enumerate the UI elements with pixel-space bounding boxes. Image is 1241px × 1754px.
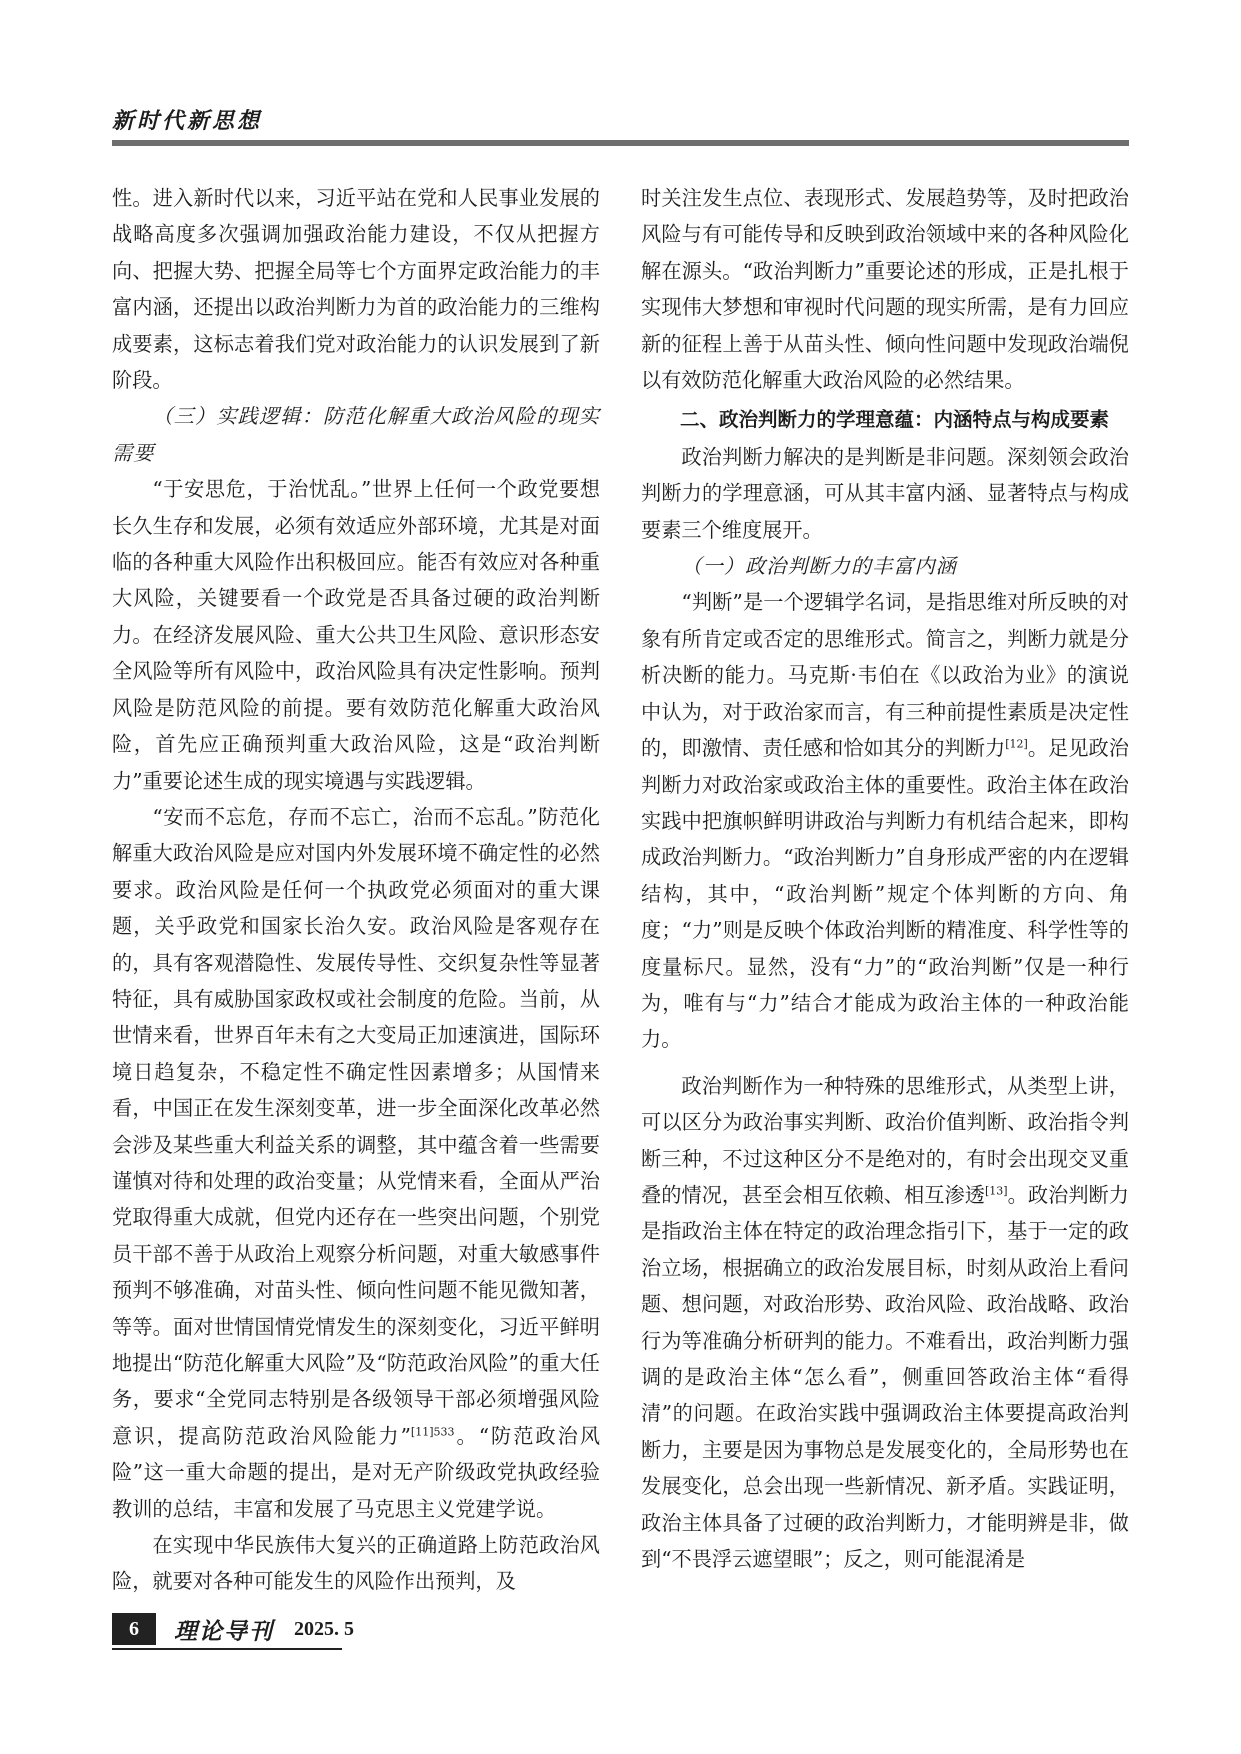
issue-number: 2025. 5	[294, 1617, 354, 1640]
right-paragraph-3-text: “判断”是一个逻辑学名词，是指思维对所反映的对象有所肯定或否定的思维形式。简言之，判断力就是分析决断的能力。马克斯·韦伯在《以政治为业》的演说中认为，对于政治家而言，有三种前提性素质是决定性的，即激情、责任感和恰如其分的判断力	[641, 590, 1129, 761]
page-footer	[112, 1612, 354, 1646]
left-paragraph-3-text: “安而不忘危，存而不忘亡，治而不忘乱。”防范化解重大政治风险是应对国内外发展环境不确定性的必然要求。政治风险是任何一个执政党必须面对的重大课题，关乎政党和国家长治久安。政治风险是客观存在的，具有客观潜隐性、发展传导性、交织复杂性等显著特征，具有威胁国家政权或社会制度的危险。当前，从世情来看，世界百年未有之大变局正加速演进，国际环境日趋复杂，不稳定性不确定性因素增多；从国情来看，中国正在发生深刻变革，进一步全面深化改革必然会涉及某些重大利益关系的调整，其中蕴含着一些需要谨慎对待和处理的政治变量；从党情来看，全面从严治党取得重大成就，但党内还存在一些突出问题，个别党员干部不善于从政治上观察分析问题，对重大敏感事件预判不够准确，对苗头性、倾向性问题不能见微知著，等等。面对世情国情党情发生的深刻变化，习近平鲜明地提出“防范化解重大风险”及“防范政治风险”的重大任务，要求“全党同志特别是各级领导干部必须增强风险意识，提高防范政治风险能力”	[112, 804, 600, 1448]
footer-rule	[112, 1648, 342, 1650]
left-paragraph-1: 性。进入新时代以来，习近平站在党和人民事业发展的战略高度多次强调加强政治能力建设，不仅从把握方向、把握大势、把握全局等七个方面界定政治能力的丰富内涵，还提出以政治判断力为首的政治能力的三维构成要素，这标志着我们党对政治能力的认识发展到了新阶段。	[112, 186, 600, 393]
right-paragraph-2: 政治判断力解决的是判断是非问题。深刻领会政治判断力的学理意涵，可从其丰富内涵、显著特点与构成要素三个维度展开。	[641, 444, 1129, 542]
citation-ref: [11]533	[410, 1425, 455, 1439]
page-number: 6	[112, 1613, 156, 1645]
journal-name: 理论导刊	[174, 1617, 274, 1645]
citation-ref: [12]	[1005, 737, 1028, 751]
left-paragraph-3-tail: 。“防范政治风险”这一重大命题的提出，是对无产阶级政党执政经验教训的总结，丰富和发展了马克思主义党建学说。	[112, 1423, 601, 1521]
right-paragraph-3	[641, 584, 1129, 1057]
right-paragraph-1: 时关注发生点位、表现形式、发展趋势等，及时把政治风险与有可能传导和反映到政治领域中来的各种风险化解在源头。“政治判断力”重要论述的形成，正是扎根于实现伟大梦想和审视时代问题的现实所需，是有力回应新的征程上善于从苗头性、倾向性问题中发现政治端倪以有效防范化解重大政治风险的必然结果。	[641, 186, 1129, 393]
running-header: 新时代新思想	[112, 109, 263, 134]
left-column	[112, 180, 600, 1600]
right-paragraph-4-text: 政治判断作为一种特殊的思维形式，从类型上讲，可以区分为政治事实判断、政治价值判断、政治指令判断三种，不过这种区分不是绝对的，有时会出现交叉重叠的情况，甚至会相互依赖、相互渗透	[641, 1073, 1129, 1207]
right-paragraph-3-tail: 。足见政治判断力对政治家或政治主体的重要性。政治主体在政治实践中把旗帜鲜明讲政治与判断力有机结合起来，即构成政治判断力。“政治判断力”自身形成严密的内在逻辑结构，其中，“政治判断”规定个体判断的方向、角度；“力”则是反映个体政治判断的精准度、科学性等的度量标尺。显然，没有“力”的“政治判断”仅是一种行为，唯有与“力”结合才能成为政治主体的一种政治能力。	[641, 736, 1129, 1052]
right-paragraph-4-tail: 。政治判断力是指政治主体在特定的政治理念指引下，基于一定的政治立场，根据确立的政治发展目标，时刻从政治上看问题、想问题，对政治形势、政治风险、政治战略、政治行为等准确分析研判的能力。不难看出，政治判断力强调的是政治主体“怎么看”，侧重回答政治主体“看得清”的问题。在政治实践中强调政治主体要提高政治判断力，主要是因为事物总是发展变化的，全局形势也在发展变化，总会出现一些新情况、新矛盾。实践证明，政治主体具备了过硬的政治判断力，才能明辨是非，做到“不畏浮云遮望眼”；反之，则可能混淆是	[641, 1182, 1129, 1572]
subsection-heading-1: （一）政治判断力的丰富内涵	[681, 554, 957, 579]
left-paragraph-2: “于安思危，于治忧乱。”世界上任何一个政党要想长久生存和发展，必须有效适应外部环境，尤其是对面临的各种重大风险作出积极回应。能否有效应对各种重大风险，关键要看一个政党是否具备过硬的政治判断力。在经济发展风险、重大公共卫生风险、意识形态安全风险等所有风险中，政治风险具有决定性影响。预判风险是防范风险的前提。要有效防范化解重大政治风险，首先应正确预判重大政治风险，这是“政治判断力”重要论述生成的现实境遇与实践逻辑。	[112, 477, 600, 793]
right-column	[641, 180, 1129, 1577]
section-heading-2: 二、政治判断力的学理意蕴：内涵特点与构成要素	[680, 408, 1110, 432]
left-paragraph-4: 在实现中华民族伟大复兴的正确道路上防范政治风险，就要对各种可能发生的风险作出预判，及	[112, 1533, 600, 1594]
header-rule	[112, 140, 1129, 146]
citation-ref: [13]	[984, 1184, 1008, 1198]
section-heading-3: （三）实践逻辑：防范化解重大政治风险的现实需要	[112, 404, 600, 465]
left-paragraph-3	[112, 799, 600, 1527]
right-paragraph-4	[641, 1068, 1129, 1578]
